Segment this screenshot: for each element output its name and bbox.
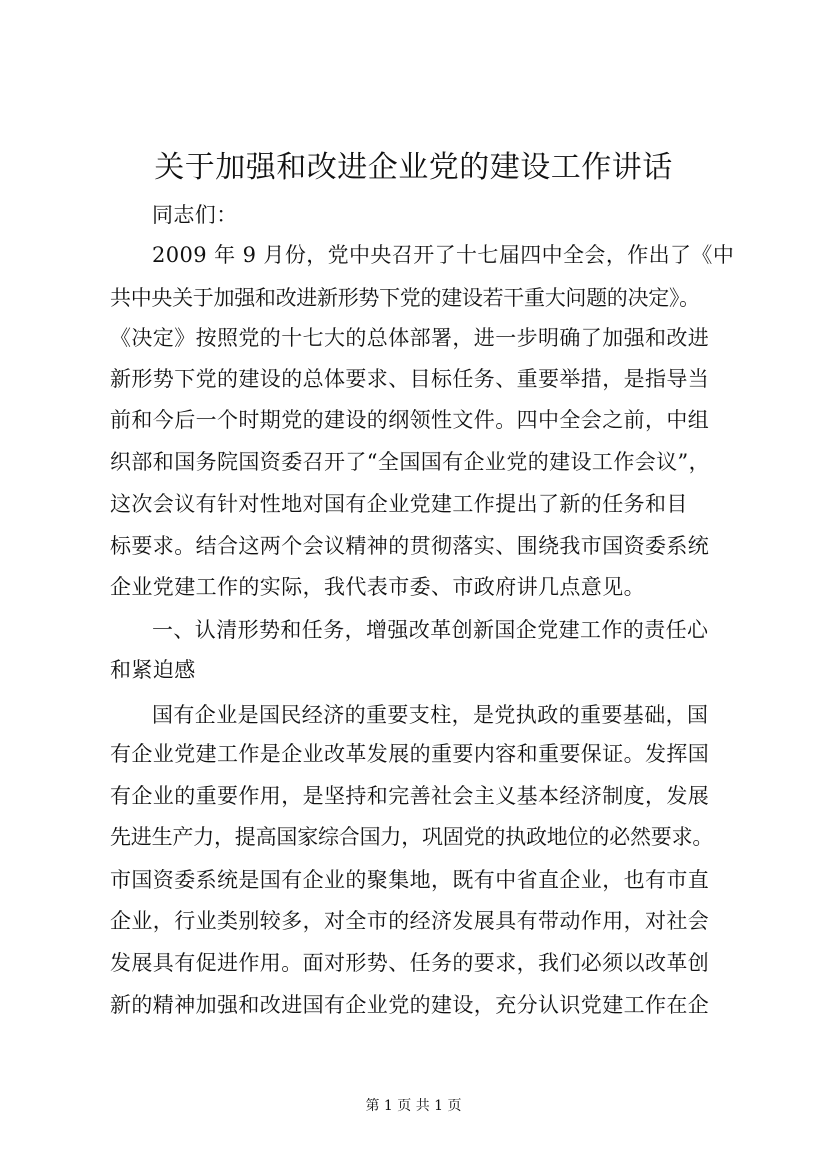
page-footer: 第 1 页 共 1 页 (365, 1098, 462, 1114)
body-line: 有企业党建工作是企业改革发展的重要内容和重要保证。发挥国 (110, 742, 710, 766)
body-line: 新形势下党的建设的总体要求、目标任务、重要举措，是指导当 (110, 367, 710, 391)
section-heading: 和紧迫感 (110, 658, 196, 682)
body-line: 前和今后一个时期党的建设的纲领性文件。四中全会之前，中组 (110, 408, 710, 432)
body-line: 国有企业是国民经济的重要支柱，是党执政的重要基础，国 (152, 703, 709, 727)
body-line: 标要求。结合这两个会议精神的贯彻落实、围绕我市国资委系统 (110, 534, 710, 558)
section-heading: 一、认清形势和任务，增强改革创新国企党建工作的责任心 (152, 618, 709, 642)
body-line: 2009 年 9 月份，党中央召开了十七届四中全会，作出了《中 (152, 243, 735, 267)
body-line: 同志们： (152, 203, 238, 227)
body-line: 织部和国务院国资委召开了“全国国有企业党的建设工作会议”， (110, 450, 711, 474)
body-line: 企业党建工作的实际，我代表市委、市政府讲几点意见。 (110, 575, 645, 599)
body-line: 这次会议有针对性地对国有企业党建工作提出了新的任务和目 (110, 492, 688, 516)
body-line: 发展具有促进作用。面对形势、任务的要求，我们必须以改革创 (110, 951, 710, 975)
body-line: 共中央关于加强和改进新形势下党的建设若干重大问题的决定》。 (110, 286, 700, 310)
body-line: 新的精神加强和改进国有企业党的建设，充分认识党建工作在企 (110, 993, 710, 1017)
body-line: 《决定》按照党的十七大的总体部署，进一步明确了加强和改进 (110, 326, 710, 350)
document-title: 关于加强和改进企业党的建设工作讲话 (154, 150, 673, 185)
body-line: 先进生产力，提高国家综合国力，巩固党的执政地位的必然要求。 (110, 825, 714, 849)
body-line: 有企业的重要作用，是坚持和完善社会主义基本经济制度，发展 (110, 784, 710, 808)
body-line: 企业，行业类别较多，对全市的经济发展具有带动作用，对社会 (110, 909, 710, 933)
body-line: 市国资委系统是国有企业的聚集地，既有中省直企业，也有市直 (110, 868, 710, 892)
